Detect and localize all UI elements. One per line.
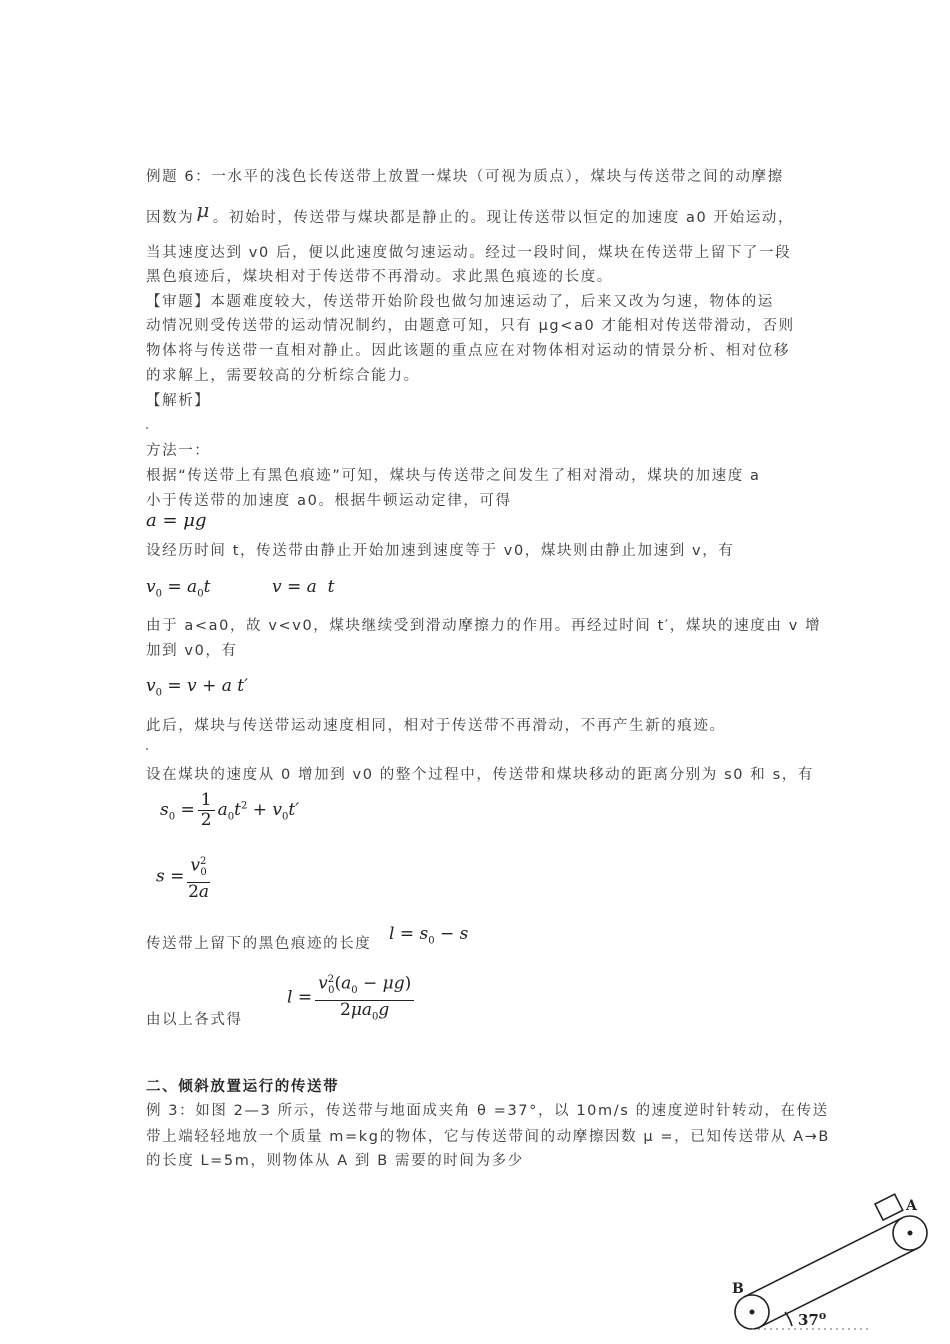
- example6-line1: 例题 6：一水平的浅色长传送带上放置一煤块（可视为质点），煤块与传送带之间的动摩擦: [146, 169, 784, 185]
- example6-line3: 当其速度达到 v0 后，便以此速度做匀速运动。经过一段时间，煤块在传送带上留下了一段: [146, 245, 792, 261]
- method1-line9: 由以上各式得: [146, 1012, 243, 1028]
- method1-line6: 此后，煤块与传送带运动速度相同，相对于传送带不再滑动，不再产生新的痕迹。: [146, 718, 726, 734]
- example6-line2-pre: 因数为: [146, 210, 195, 226]
- method1-line2: 小于传送带的加速度 a0。根据牛顿运动定律，可得: [146, 493, 512, 509]
- equation-v0-v-at-prime: $v_0 = v + a$ t′: [146, 676, 248, 699]
- review-line3: 物体将与传送带一直相对静止。因此该题的重点应在对物体相对运动的情景分析、相对位移: [146, 343, 790, 359]
- equation-v0-a0t: $v_0 = a_0t$: [146, 577, 211, 600]
- upper-pulley-center: [908, 1231, 913, 1236]
- equation-a-mu-g: a = μg: [146, 510, 207, 531]
- belt-top-edge: [744, 1218, 902, 1297]
- label-b: B: [732, 1281, 744, 1297]
- conveyor-belt-figure: [730, 1184, 950, 1344]
- review-line1: 【审题】本题难度较大，传送带开始阶段也做匀加速运动了，后来又改为匀速，物体的运: [146, 294, 774, 310]
- section2-line2: 带上端轻轻地放一个质量 m=kg的物体，它与传送带间的动摩擦因数 μ =，已知传送带从 A→B: [146, 1129, 830, 1145]
- label-a: A: [906, 1198, 917, 1214]
- angle-value: 37: [798, 1311, 819, 1329]
- section2-line3: 的长度 L=5m，则物体从 A 到 B 需要的时间为多少: [146, 1153, 524, 1169]
- method1-line5: 加到 v0，有: [146, 643, 238, 659]
- method1-line8: 传送带上留下的黑色痕迹的长度: [146, 936, 372, 952]
- belt-bottom-edge: [760, 1248, 918, 1327]
- equation-s0: $s_0$ = $\frac{1}{2}$ $a_0t^2 + v_0t'$: [160, 790, 300, 830]
- block: [875, 1194, 903, 1220]
- angle-label: [798, 1309, 826, 1329]
- lower-pulley-center: [750, 1310, 755, 1315]
- method1-line3: 设经历时间 t，传送带由静止开始加速到速度等于 v0，煤块则由静止加速到 v，有: [146, 543, 735, 559]
- method1-line4: 由于 a<a0，故 v<v0，煤块继续受到滑动摩擦力的作用。再经过时间 t′，煤块的速度由 v 增: [146, 618, 822, 634]
- method1-line1: 根据“传送带上有黑色痕迹”可知，煤块与传送带之间发生了相对滑动，煤块的加速度 a: [146, 468, 761, 484]
- section2-heading: 二、倾斜放置运行的传送带: [146, 1079, 340, 1095]
- stray-dot: [146, 427, 148, 429]
- angle-arc: [785, 1312, 792, 1326]
- analysis-heading: 【解析】: [146, 393, 211, 409]
- equation-l-final: l = $\frac{v^2_0(a_0 - \mu g)}{2\mu a_0g}$: [287, 970, 417, 1026]
- section2-line1: 例 3：如图 2—3 所示，传送带与地面成夹角 θ =37°，以 10m/s 的速度逆时针转动，在传送: [146, 1103, 829, 1119]
- equation-l-s0-s: $l = s_0 - s$: [389, 924, 469, 947]
- example6-line4: 黑色痕迹后，煤块相对于传送带不再滑动。求此黑色痕迹的长度。: [146, 269, 613, 285]
- example6-line2-post: 。初始时，传送带与煤块都是静止的。现让传送带以恒定的加速度 a0 开始运动，: [212, 210, 795, 226]
- review-line4: 的求解上，需要较高的分析综合能力。: [146, 368, 420, 384]
- review-line2: 动情况则受传送带的运动情况制约，由题意可知，只有 μg<a0 才能相对传送带滑动，否则: [146, 318, 795, 334]
- method1-heading: 方法一：: [146, 443, 211, 459]
- method1-line7: 设在煤块的速度从 0 增加到 v0 的整个过程中，传送带和煤块移动的距离分别为 s0 和 s，有: [146, 767, 814, 783]
- equation-s: s = $\frac{v^2_0}{2a}$: [156, 852, 213, 902]
- mu-symbol: μ: [196, 198, 211, 222]
- example6-line2: [146, 198, 795, 228]
- degree-mark: o: [818, 1309, 827, 1322]
- equation-v-at: v = a t: [272, 577, 335, 597]
- stray-dot-2: [146, 748, 148, 750]
